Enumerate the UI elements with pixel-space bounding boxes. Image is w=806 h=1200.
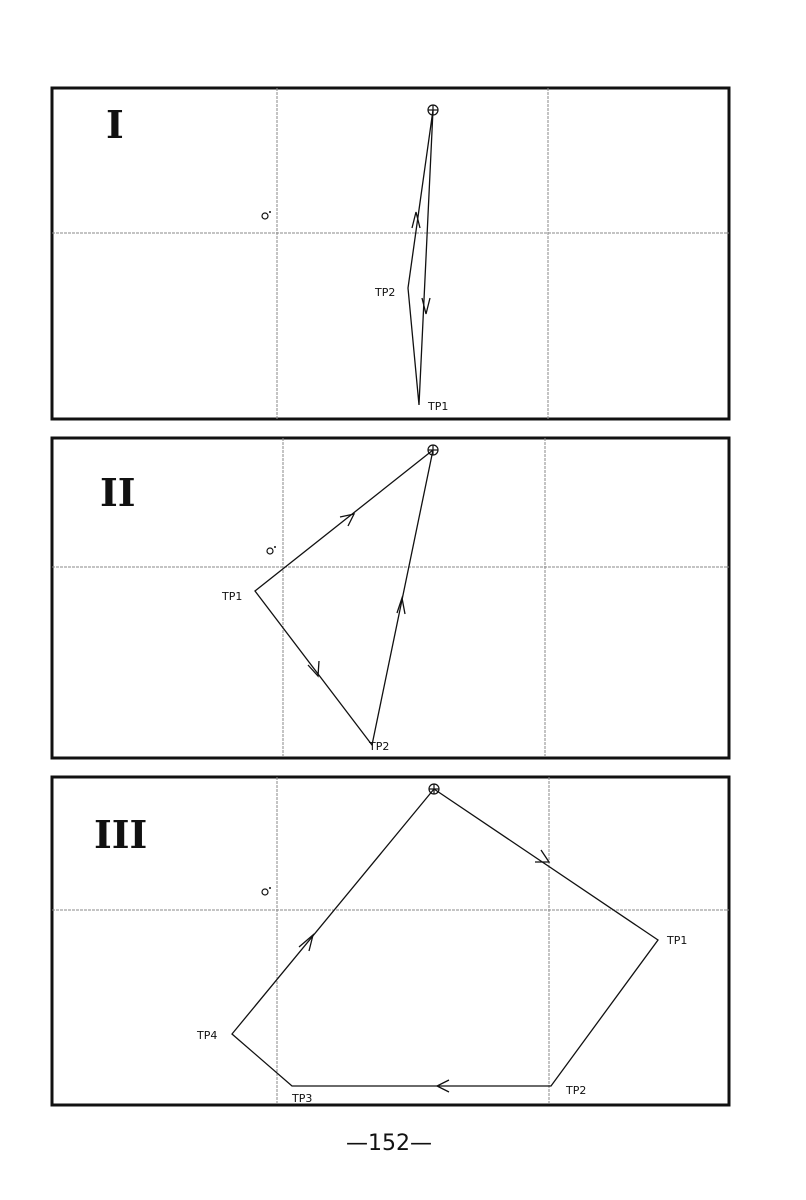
panel-1-route: [408, 110, 433, 405]
panel-3: [52, 777, 729, 1105]
panel-3-label-tp3: TP3: [292, 1092, 313, 1105]
panel-1: [52, 88, 729, 419]
panel-3-start-symbol: [429, 784, 439, 794]
panel-1-start-symbol: [428, 105, 438, 115]
panel-1-label-tp2: TP2: [375, 286, 396, 299]
panel-2-numeral: II: [100, 470, 136, 515]
panel-3-arrow-to-tp1: [535, 850, 549, 862]
panel-2-label-tp1: TP1: [222, 590, 243, 603]
panel-1-numeral: I: [106, 102, 124, 147]
panel-2-reference-marker: [267, 546, 276, 554]
panel-2: [52, 438, 729, 758]
panel-3-label-tp1: TP1: [667, 934, 688, 947]
panel-2-frame: [52, 438, 729, 758]
panel-3-route: [232, 789, 658, 1086]
panel-1-frame: [52, 88, 729, 419]
panel-1-label-tp1: TP1: [428, 400, 449, 413]
panel-2-start-symbol: [428, 445, 438, 455]
panel-3-label-tp2: TP2: [566, 1084, 587, 1097]
panel-2-arrow-to-tp1: [340, 514, 354, 526]
panel-3-arrow-to-start: [299, 935, 313, 951]
page-number: —152—: [346, 1131, 432, 1156]
panel-3-reference-marker: [262, 887, 271, 895]
panel-1-reference-marker: [262, 211, 271, 219]
panel-3-frame: [52, 777, 729, 1105]
panel-3-numeral: III: [94, 812, 148, 857]
panel-2-route: [255, 450, 433, 745]
panel-2-label-tp2: TP2: [369, 740, 390, 753]
panel-3-label-tp4: TP4: [197, 1029, 218, 1042]
